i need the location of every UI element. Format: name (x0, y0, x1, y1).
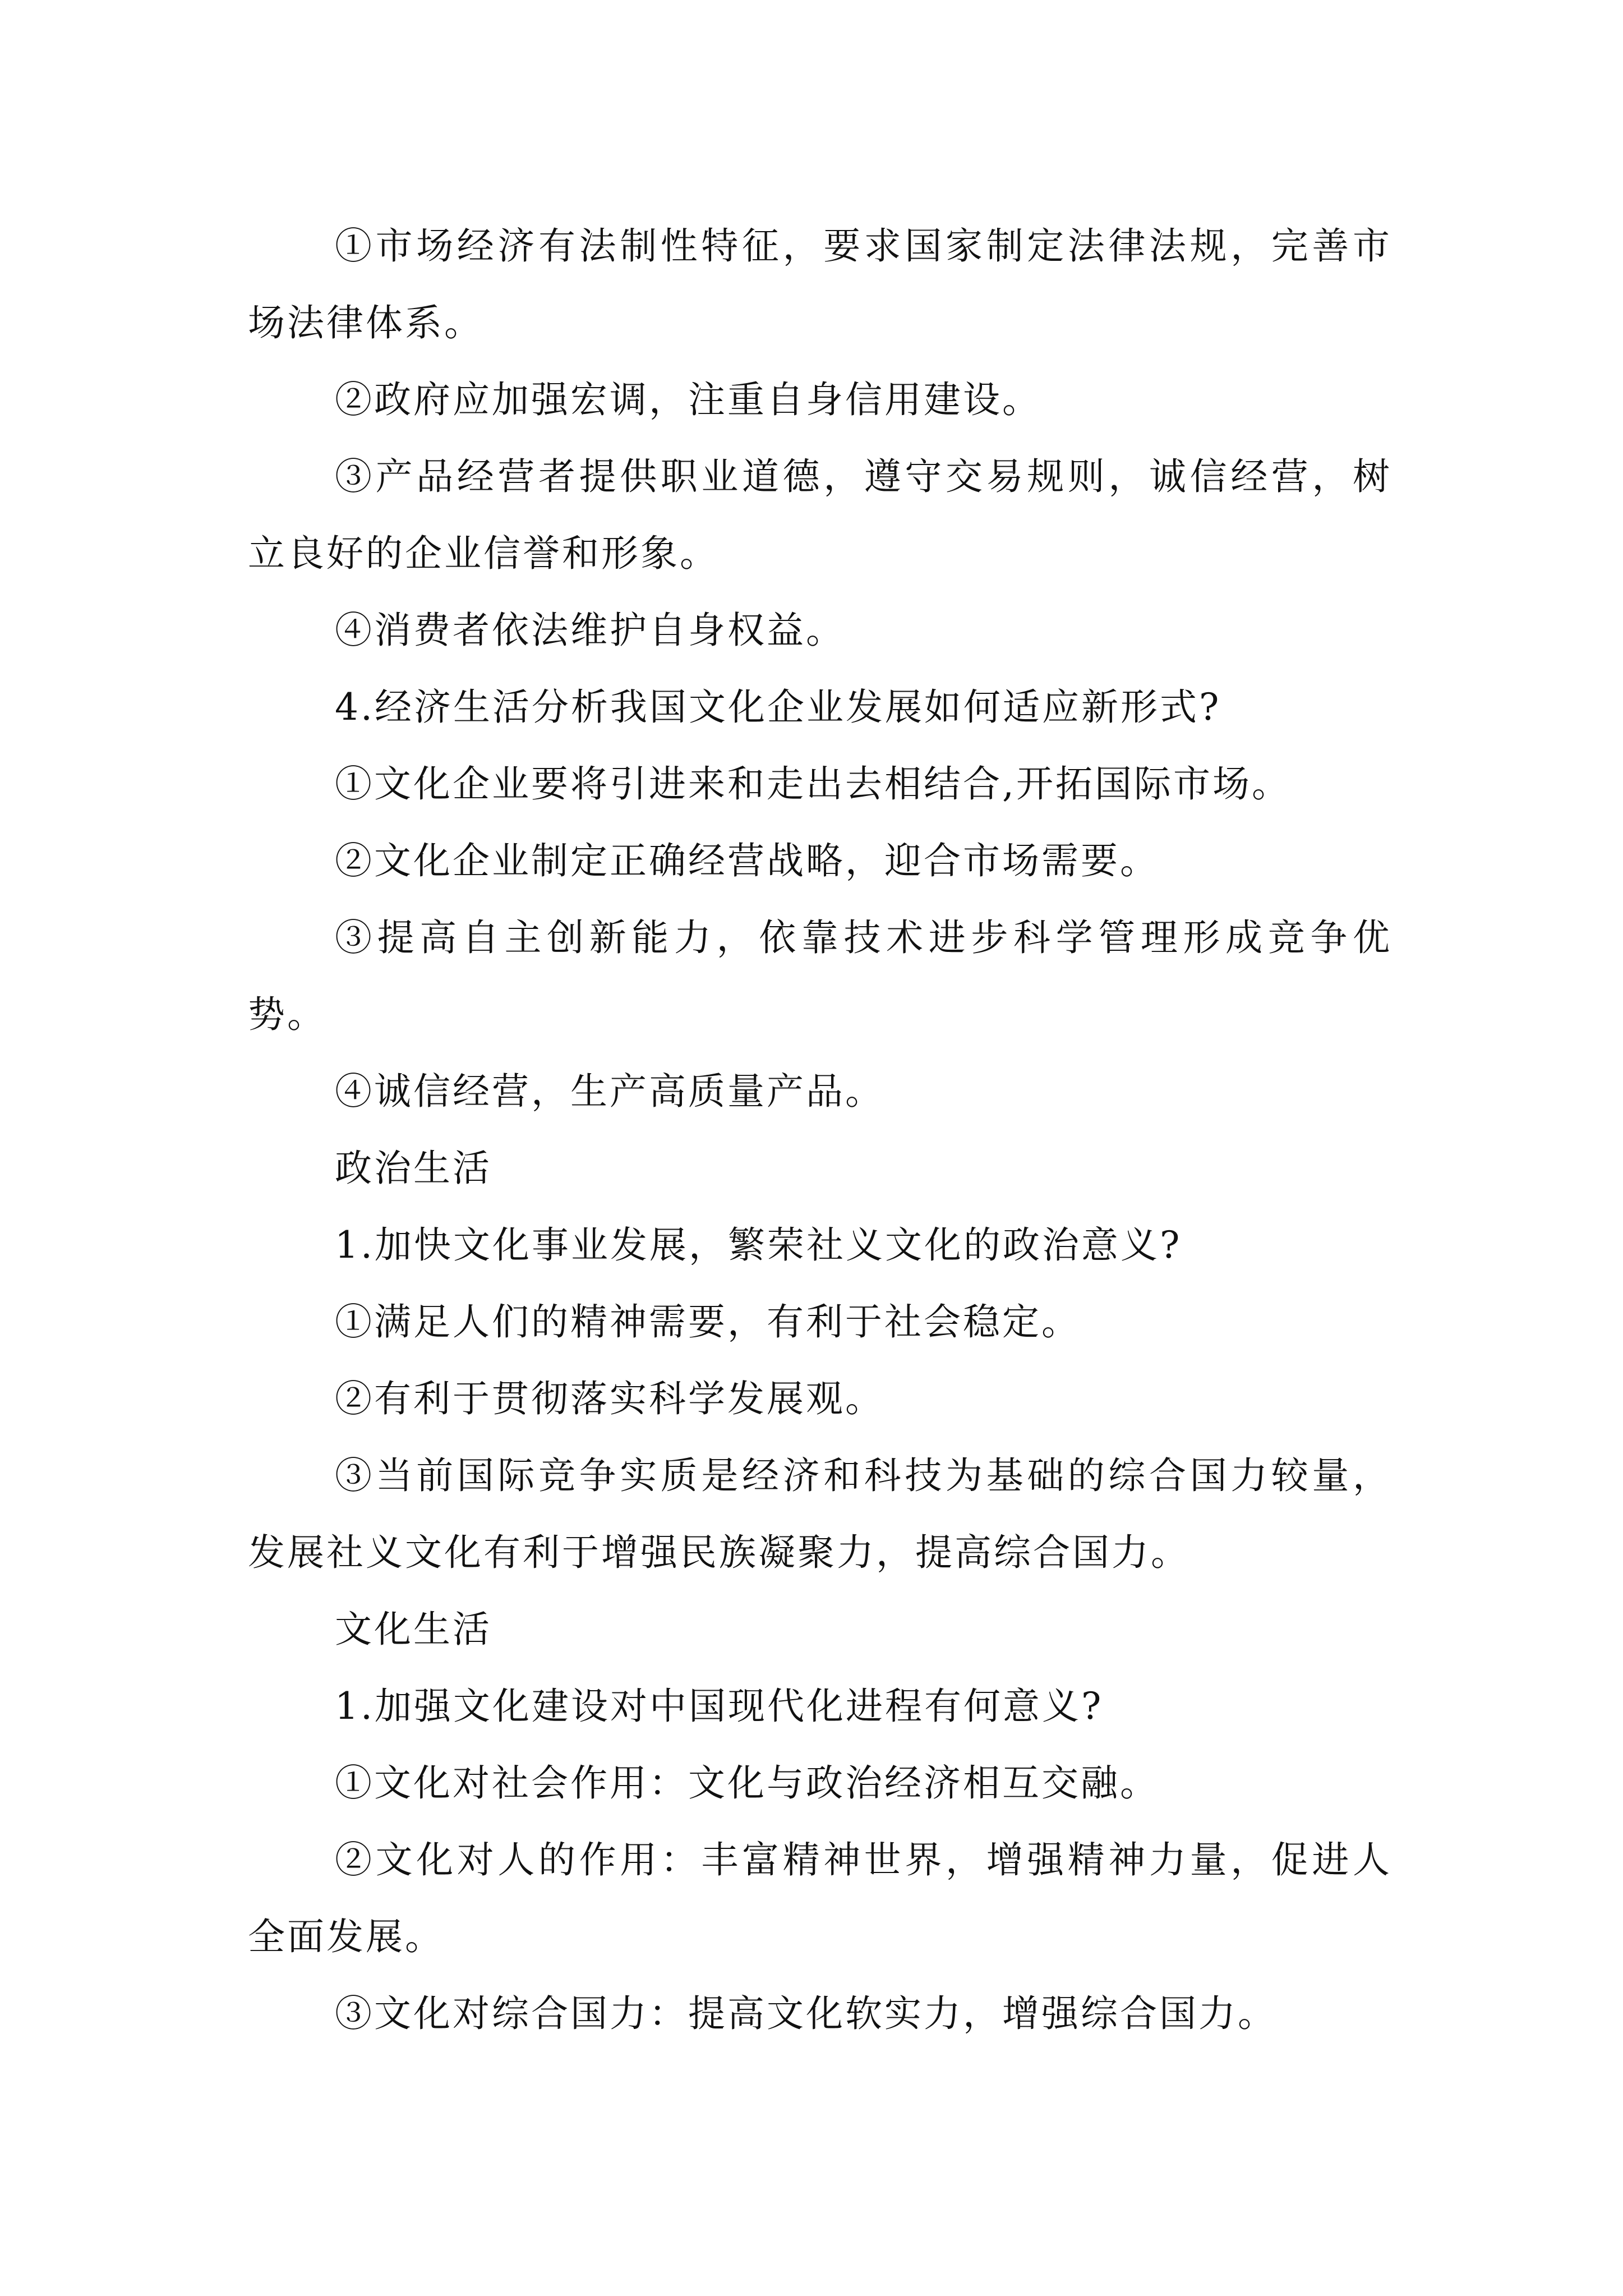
paragraph: ①市场经济有法制性特征，要求国家制定法律法规，完善市场法律体系。 (248, 224, 1392, 344)
paragraph: ④消费者依法维护自身权益。 (335, 609, 845, 652)
question-heading: 1.加快文化事业发展，繁荣社义文化的政治意义? (335, 1223, 1182, 1267)
paragraph: ①文化企业要将引进来和走出去相结合,开拓国际市场。 (335, 762, 1291, 806)
paragraph: ③提高自主创新能力，依靠技术进步科学管理形成竞争优势。 (248, 916, 1392, 1036)
document-body (248, 208, 1392, 2052)
paragraph: ①文化对社会作用：文化与政治经济相互交融。 (335, 1761, 1159, 1805)
paragraph: ③当前国际竞争实质是经济和科技为基础的综合国力较量，发展社义文化有利于增强民族凝聚力，提高综合国力。 (248, 1454, 1392, 1574)
question-heading: 1.加强文化建设对中国现代化进程有何意义? (335, 1685, 1104, 1728)
paragraph: ②文化企业制定正确经营战略，迎合市场需要。 (335, 839, 1159, 882)
paragraph: ①满足人们的精神需要，有利于社会稳定。 (335, 1300, 1081, 1343)
section-heading-culture: 文化生活 (335, 1608, 492, 1651)
paragraph: ③文化对综合国力：提高文化软实力，增强综合国力。 (335, 1992, 1277, 2035)
question-heading: 4.经济生活分析我国文化企业发展如何适应新形式? (335, 685, 1221, 729)
paragraph: ③产品经营者提供职业道德，遵守交易规则，诚信经营，树立良好的企业信誉和形象。 (248, 455, 1392, 575)
paragraph: ②政府应加强宏调，注重自身信用建设。 (335, 378, 1041, 421)
section-heading-politics: 政治生活 (335, 1147, 492, 1190)
paragraph: ②文化对人的作用：丰富精神世界，增强精神力量，促进人全面发展。 (248, 1838, 1392, 1958)
paragraph: ②有利于贯彻落实科学发展观。 (335, 1377, 884, 1420)
paragraph: ④诚信经营，生产高质量产品。 (335, 1070, 884, 1113)
